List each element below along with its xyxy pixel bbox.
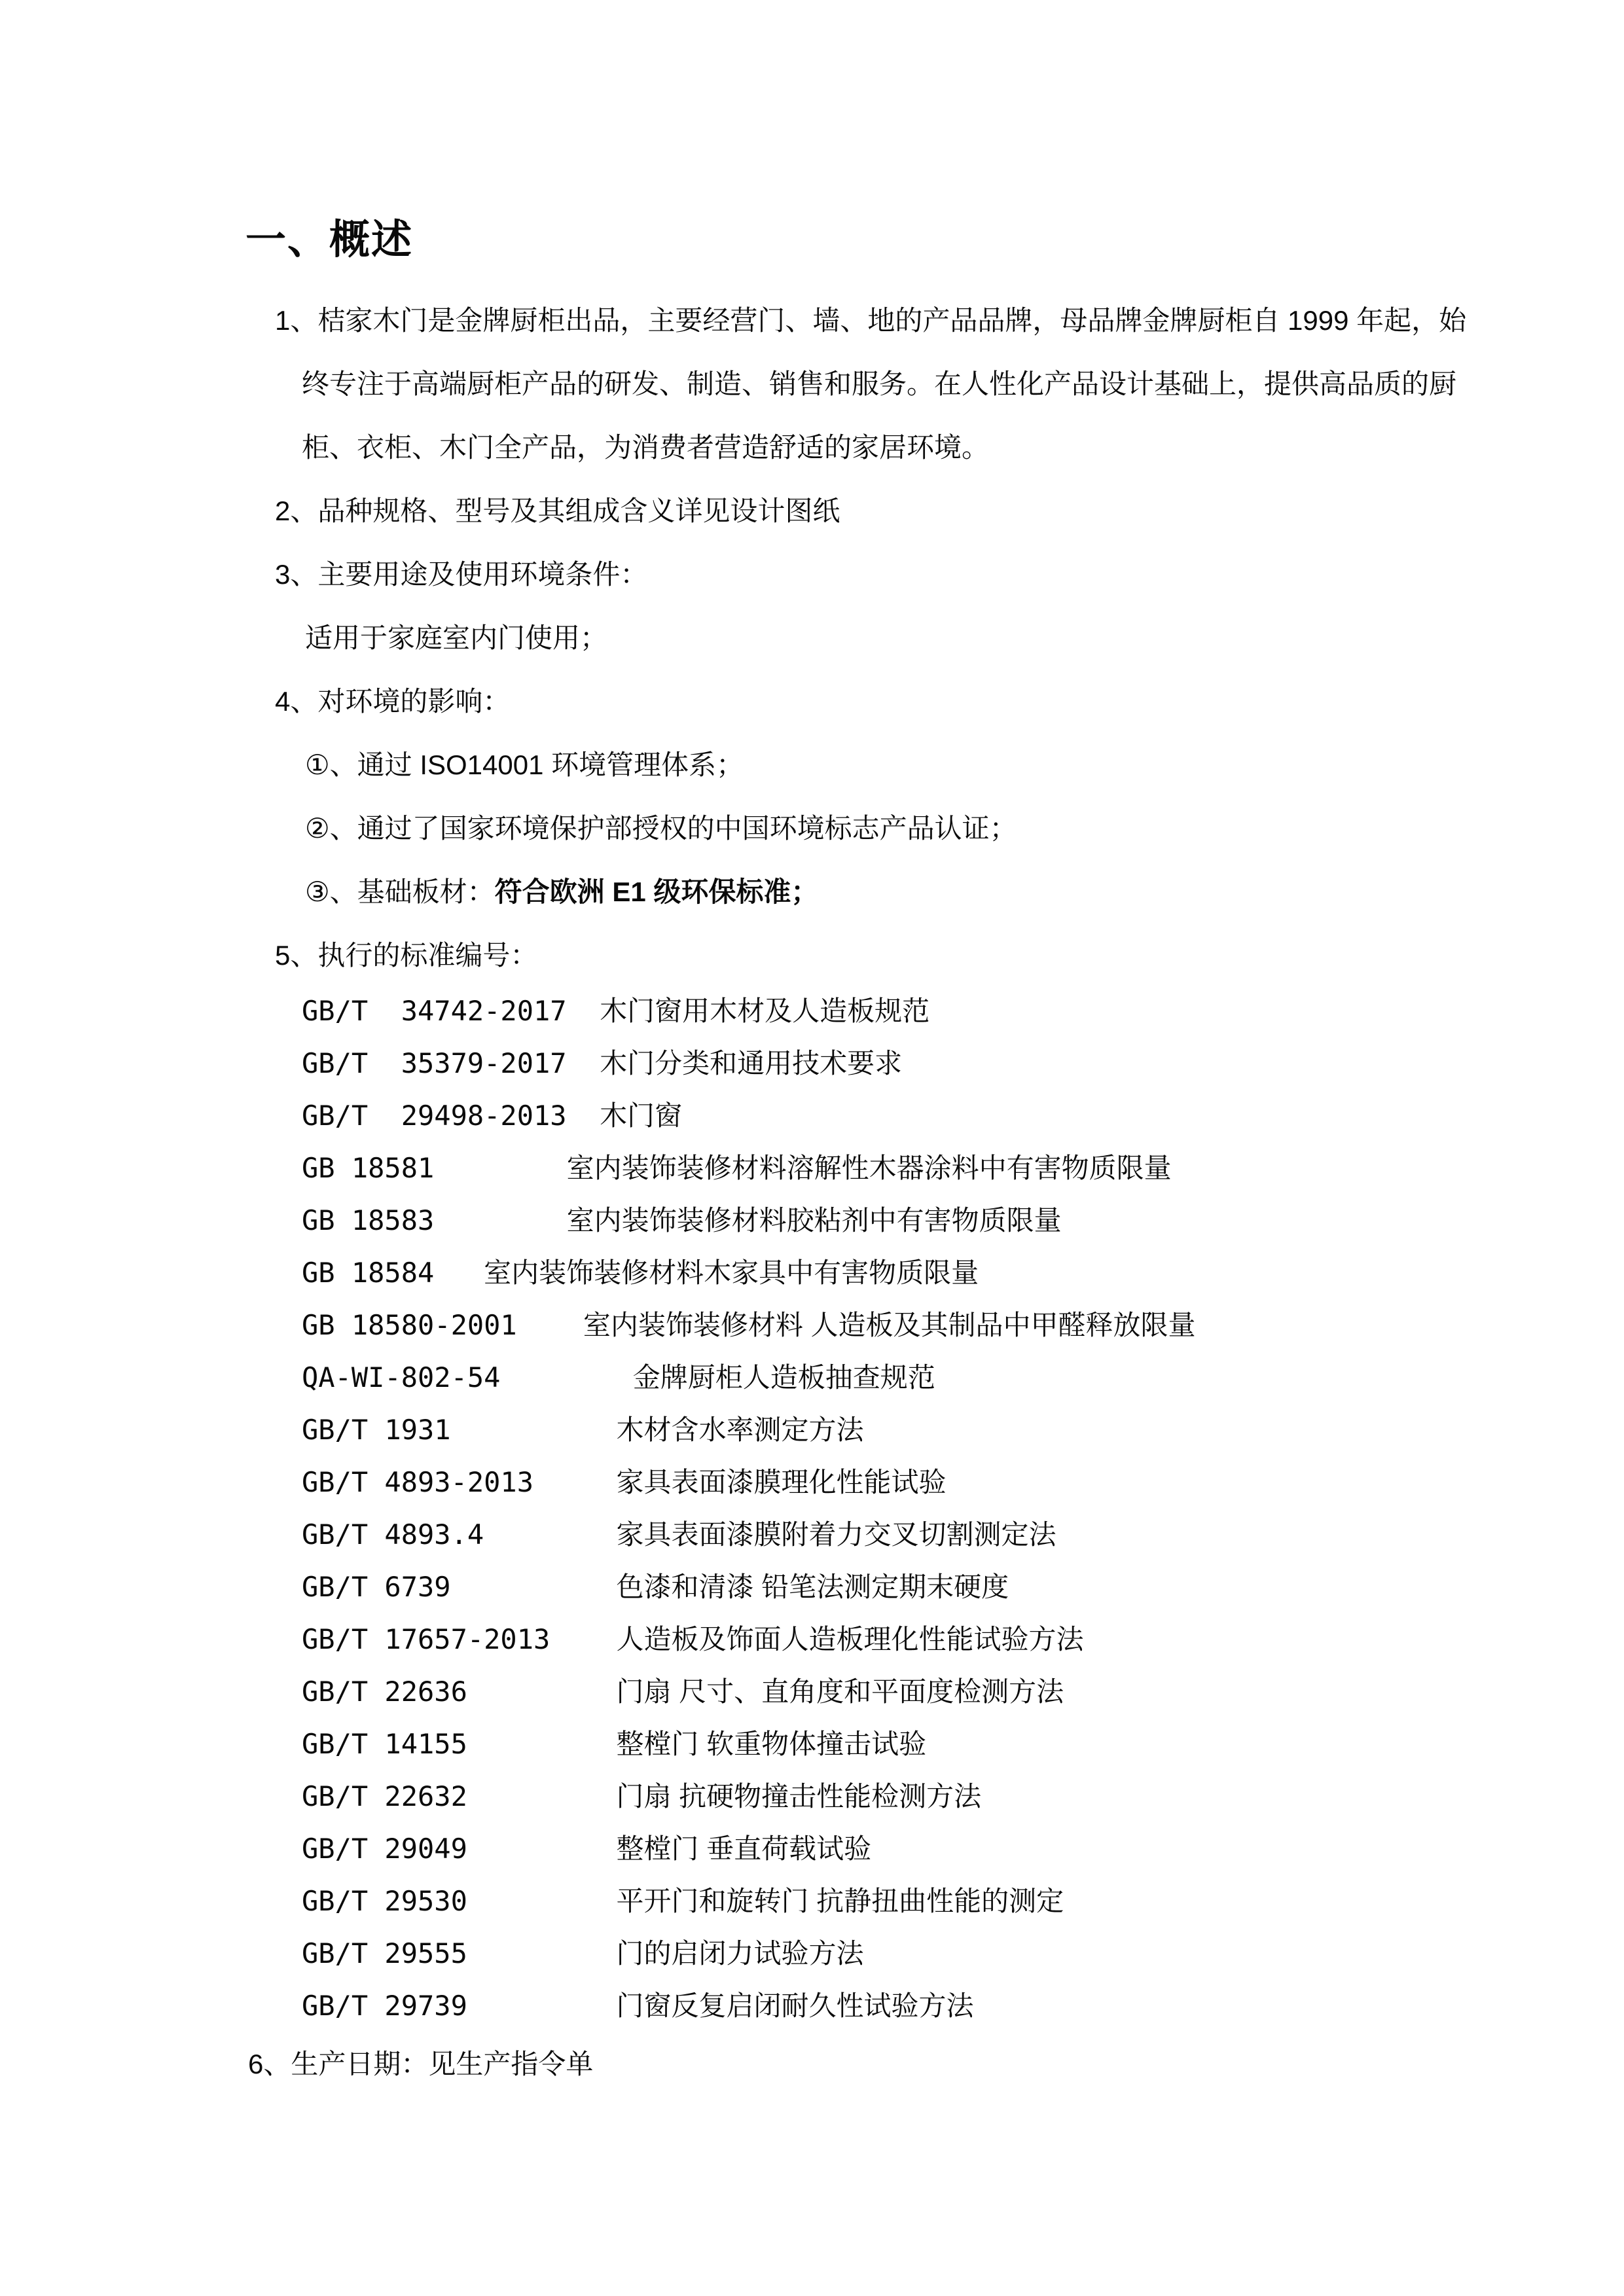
item-1-brand-intro-line-3 bbox=[0, 416, 1624, 479]
standard-name: 整樘门 软重物体撞击试验 bbox=[616, 1729, 927, 1759]
standard-name: 平开门和旋转门 抗静扭曲性能的测定 bbox=[616, 1886, 1064, 1916]
doc-line-text: 柜、衣柜、木门全产品，为消费者营造舒适的家居环境。 bbox=[302, 432, 990, 463]
item-4-sub-2-china-eco-label bbox=[0, 797, 1624, 860]
standard-code: GB/T 35379-2017 bbox=[302, 1047, 600, 1079]
doc-line-text: 2、品种规格、型号及其组成含义详见设计图纸 bbox=[275, 495, 840, 526]
standard-row bbox=[0, 1299, 1624, 1352]
item-5-standards-header bbox=[0, 924, 1624, 987]
item-2-specifications bbox=[0, 479, 1624, 543]
standard-row bbox=[0, 1666, 1624, 1718]
item-1-brand-intro-line-1 bbox=[0, 289, 1624, 352]
standard-code: GB/T 29739 bbox=[302, 1990, 617, 2022]
item-3-usage-conditions bbox=[0, 543, 1624, 606]
standard-name: 木门分类和通用技术要求 bbox=[600, 1048, 903, 1079]
item-4-environment-impact bbox=[0, 670, 1624, 733]
standard-name: 木门窗 bbox=[600, 1100, 683, 1131]
standard-row bbox=[0, 1404, 1624, 1456]
doc-line-text: ②、通过了国家环境保护部授权的中国环境标志产品认证； bbox=[305, 813, 1017, 844]
standard-code: GB/T 4893.4 bbox=[302, 1518, 617, 1551]
standard-name: 室内装饰装修材料胶粘剂中有害物质限量 bbox=[566, 1205, 1062, 1236]
standard-code: GB/T 29555 bbox=[302, 1937, 617, 1969]
item-6-production-date: 6、生产日期：见生产指令单 bbox=[248, 2049, 594, 2079]
standard-code: GB/T 29498-2013 bbox=[302, 1100, 600, 1132]
item-4-sub-1-iso14001 bbox=[0, 733, 1624, 797]
standard-code: GB 18583 bbox=[302, 1204, 567, 1236]
standard-name: 人造板及饰面人造板理化性能试验方法 bbox=[616, 1624, 1084, 1655]
standard-name: 金牌厨柜人造板抽查规范 bbox=[632, 1362, 935, 1393]
standard-code: GB 18580-2001 bbox=[302, 1309, 583, 1341]
standard-code: GB/T 29530 bbox=[302, 1885, 617, 1917]
doc-line-text: ①、通过 ISO14001 环境管理体系； bbox=[305, 749, 744, 780]
standard-name: 门扇 抗硬物撞击性能检测方法 bbox=[616, 1781, 982, 1812]
doc-line-bold-text: 符合欧洲 E1 级环保标准； bbox=[494, 876, 819, 907]
standard-row bbox=[0, 1142, 1624, 1194]
standard-row bbox=[0, 1352, 1624, 1404]
standard-code: GB/T 4893-2013 bbox=[302, 1466, 617, 1498]
standard-row bbox=[0, 1875, 1624, 1928]
standards-list bbox=[0, 985, 1624, 2032]
standard-row bbox=[0, 1509, 1624, 1561]
standard-row bbox=[0, 985, 1624, 1037]
doc-line-text: 终专注于高端厨柜产品的研发、制造、销售和服务。在人性化产品设计基础上，提供高品质的厨 bbox=[302, 368, 1457, 399]
doc-line-text: 1、桔家木门是金牌厨柜出品，主要经营门、墙、地的产品品牌，母品牌金牌厨柜自 1999 年起，始 bbox=[275, 305, 1467, 336]
doc-line-text: 适用于家庭室内门使用； bbox=[305, 622, 608, 653]
standard-name: 门窗反复启闭耐久性试验方法 bbox=[616, 1990, 974, 2021]
standard-name: 室内装饰装修材料 人造板及其制品中甲醛释放限量 bbox=[583, 1310, 1196, 1340]
item-4-sub-3-base-board bbox=[0, 860, 1624, 924]
standard-row bbox=[0, 1247, 1624, 1299]
standard-name: 整樘门 垂直荷载试验 bbox=[616, 1833, 872, 1864]
doc-line-text: 5、执行的标准编号： bbox=[275, 940, 538, 971]
standard-code: GB/T 34742-2017 bbox=[302, 995, 600, 1027]
item-3-usage-detail bbox=[0, 606, 1624, 670]
standard-code: QA-WI-802-54 bbox=[302, 1361, 633, 1393]
standard-code: GB 18581 bbox=[302, 1152, 567, 1184]
standard-name: 家具表面漆膜理化性能试验 bbox=[616, 1467, 947, 1498]
standard-row bbox=[0, 1613, 1624, 1666]
standard-name: 木门窗用木材及人造板规范 bbox=[600, 996, 930, 1026]
standard-row bbox=[0, 1823, 1624, 1875]
standard-name: 门的启闭力试验方法 bbox=[616, 1938, 864, 1969]
standard-code: GB 18584 bbox=[302, 1257, 484, 1289]
standard-row bbox=[0, 1037, 1624, 1090]
standard-name: 木材含水率测定方法 bbox=[616, 1414, 864, 1445]
standard-code: GB/T 6739 bbox=[302, 1571, 617, 1603]
standard-name: 门扇 尺寸、直角度和平面度检测方法 bbox=[616, 1676, 1064, 1707]
standard-name: 室内装饰装修材料溶解性木器涂料中有害物质限量 bbox=[566, 1153, 1172, 1183]
standard-row bbox=[0, 1718, 1624, 1770]
item-1-brand-intro-line-2 bbox=[0, 352, 1624, 416]
doc-line-text: 3、主要用途及使用环境条件： bbox=[275, 559, 648, 590]
doc-line-text: 4、对环境的影响： bbox=[275, 686, 511, 717]
standard-code: GB/T 1931 bbox=[302, 1414, 617, 1446]
standard-row bbox=[0, 1090, 1624, 1142]
standard-code: GB/T 14155 bbox=[302, 1728, 617, 1760]
standard-code: GB/T 29049 bbox=[302, 1833, 617, 1865]
page-title: 一、概述 bbox=[245, 217, 414, 262]
standard-row bbox=[0, 1561, 1624, 1613]
standard-row bbox=[0, 1770, 1624, 1823]
standard-row bbox=[0, 1194, 1624, 1247]
standard-code: GB/T 22632 bbox=[302, 1780, 617, 1812]
standard-code: GB/T 22636 bbox=[302, 1676, 617, 1708]
standard-row bbox=[0, 1456, 1624, 1509]
standard-name: 室内装饰装修材料木家具中有害物质限量 bbox=[484, 1257, 979, 1288]
standard-row bbox=[0, 1980, 1624, 2032]
overview-body bbox=[0, 289, 1624, 987]
standard-name: 家具表面漆膜附着力交叉切割测定法 bbox=[616, 1519, 1056, 1550]
standard-row bbox=[0, 1928, 1624, 1980]
standard-code: GB/T 17657-2013 bbox=[302, 1623, 617, 1655]
standard-name: 色漆和清漆 铅笔法测定期末硬度 bbox=[616, 1571, 1009, 1602]
doc-line-text: ③、基础板材： bbox=[305, 876, 495, 907]
